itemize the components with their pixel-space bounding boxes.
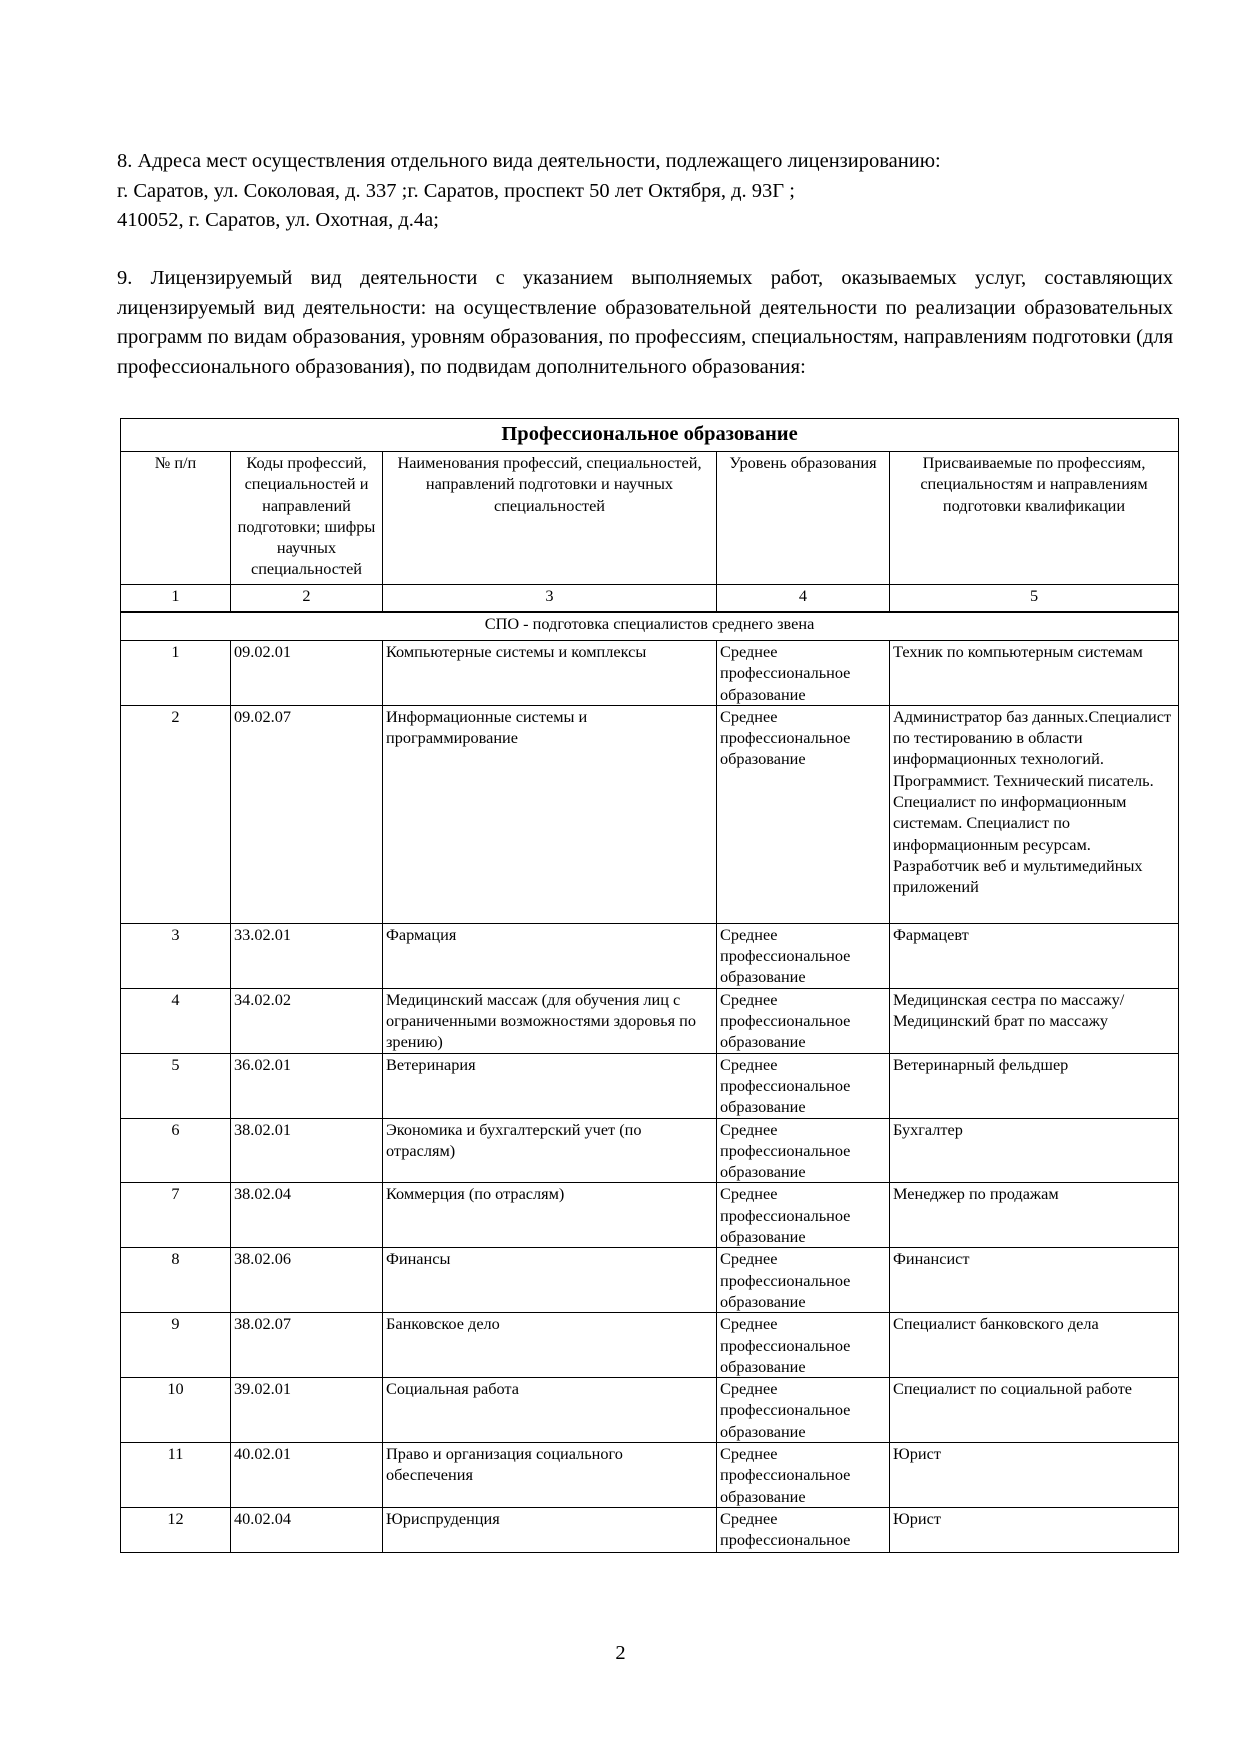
header-qualification: Присваиваемые по профессиям, специальностям и направлениям подготовки квалификации [890,452,1179,585]
row-name: Финансы [383,1248,717,1313]
row-level: Среднее профессиональное образование [717,988,890,1053]
row-qualification: Менеджер по продажам [890,1183,1179,1248]
row-level: Среднее профессиональное образование [717,1248,890,1313]
row-level: Среднее профессиональное образование [717,1378,890,1443]
section-8-line: г. Саратов, ул. Соколовая, д. 337 ;г. Саратов, проспект 50 лет Октября, д. 93Г ; [117,179,795,202]
row-level: Среднее профессиональное образование [717,1053,890,1118]
row-level: Среднее профессиональное образование [717,641,890,706]
row-qualification: Фармацевт [890,923,1179,988]
row-qualification: Юрист [890,1443,1179,1508]
row-qualification: Юрист [890,1507,1179,1552]
header-codes: Коды профессий, специальностей и направлений подготовки; шифры научных специальностей [231,452,383,585]
row-qualification: Техник по компьютерным системам [890,641,1179,706]
table-title-row [121,419,1179,452]
license-table [120,418,1179,1553]
row-name: Юриспруденция [383,1507,717,1552]
table-row [121,1507,1179,1552]
row-level: Среднее профессиональное образование [717,1183,890,1248]
row-qualification: Специалист по социальной работе [890,1378,1179,1443]
table-row [121,641,1179,706]
section-9-activity: 9. Лицензируемый вид деятельности с указанием выполняемых работ, оказываемых услуг, составляющих лицензируемый вид деятельности: на осуществление образовательной деятельности по реализации образовательных программ по видам образования, уровням образования, по профессиям, специальностям, направлениям подготовки (для профессионального образования), по подвидам дополнительного образования: [117,267,1173,378]
row-number: 7 [121,1183,231,1248]
row-number: 3 [121,923,231,988]
row-name: Право и организация социального обеспечения [383,1443,717,1508]
row-number: 5 [121,1053,231,1118]
table-row [121,1183,1179,1248]
table-row [121,988,1179,1053]
row-code: 09.02.01 [231,641,383,706]
row-qualification: Финансист [890,1248,1179,1313]
page-number: 2 [615,1642,626,1664]
row-code: 38.02.01 [231,1118,383,1183]
row-qualification: Ветеринарный фельдшер [890,1053,1179,1118]
row-qualification: Бухгалтер [890,1118,1179,1183]
row-number: 9 [121,1313,231,1378]
table-row [121,923,1179,988]
table-row [121,1118,1179,1183]
row-code: 40.02.04 [231,1507,383,1552]
row-name: Социальная работа [383,1378,717,1443]
row-level: Среднее профессиональное [717,1507,890,1552]
row-number: 8 [121,1248,231,1313]
row-code: 38.02.04 [231,1183,383,1248]
row-number: 6 [121,1118,231,1183]
section-heading: СПО - подготовка специалистов среднего звена [121,612,1179,641]
row-name: Ветеринария [383,1053,717,1118]
license-table-body [121,419,1179,1553]
column-number: 4 [717,585,890,613]
row-number: 2 [121,705,231,923]
row-name: Информационные системы и программирование [383,705,717,923]
row-code: 09.02.07 [231,705,383,923]
row-code: 36.02.01 [231,1053,383,1118]
row-number: 12 [121,1507,231,1552]
section-8-addresses [117,147,1177,236]
row-code: 40.02.01 [231,1443,383,1508]
row-level: Среднее профессиональное образование [717,1313,890,1378]
row-level: Среднее профессиональное образование [717,1443,890,1508]
table-row [121,1378,1179,1443]
column-number-row [121,585,1179,613]
row-name: Фармация [383,923,717,988]
row-qualification: Специалист банковского дела [890,1313,1179,1378]
table-row [121,1313,1179,1378]
table-row [121,1053,1179,1118]
table-title: Профессиональное образование [121,419,1179,452]
column-number: 5 [890,585,1179,613]
row-code: 33.02.01 [231,923,383,988]
row-name: Коммерция (по отраслям) [383,1183,717,1248]
row-code: 39.02.01 [231,1378,383,1443]
row-name: Компьютерные системы и комплексы [383,641,717,706]
header-level: Уровень образования [717,452,890,585]
row-level: Среднее профессиональное образование [717,1118,890,1183]
row-name: Экономика и бухгалтерский учет (по отраслям) [383,1118,717,1183]
header-number: № п/п [121,452,231,585]
table-row [121,1248,1179,1313]
section-8-line: 8. Адреса мест осуществления отдельного вида деятельности, подлежащего лицензированию: [117,150,941,172]
row-code: 34.02.02 [231,988,383,1053]
row-code: 38.02.07 [231,1313,383,1378]
section-8-line: 410052, г. Саратов, ул. Охотная, д.4а; [117,209,439,231]
header-names: Наименования профессий, специальностей, направлений подготовки и научных специальностей [383,452,717,585]
table-row [121,705,1179,923]
table-header-row [121,452,1179,585]
column-number: 1 [121,585,231,613]
column-number: 2 [231,585,383,613]
table-row [121,1443,1179,1508]
row-name: Медицинский массаж (для обучения лиц с ограниченными возможностями здоровья по зрению) [383,988,717,1053]
row-code: 38.02.06 [231,1248,383,1313]
row-level: Среднее профессиональное образование [717,705,890,923]
section-heading-row [121,612,1179,641]
column-number: 3 [383,585,717,613]
row-level: Среднее профессиональное образование [717,923,890,988]
row-number: 11 [121,1443,231,1508]
row-number: 4 [121,988,231,1053]
row-qualification: Администратор баз данных.Специалист по тестированию в области информационных технологий. Программист. Технический писатель. Специалист по информационным системам. Специалист по информационным ресурсам. Разработчик веб и мультимедийных приложений [890,705,1179,923]
row-number: 1 [121,641,231,706]
row-number: 10 [121,1378,231,1443]
row-qualification: Медицинская сестра по массажу/Медицинский брат по массажу [890,988,1179,1053]
row-name: Банковское дело [383,1313,717,1378]
